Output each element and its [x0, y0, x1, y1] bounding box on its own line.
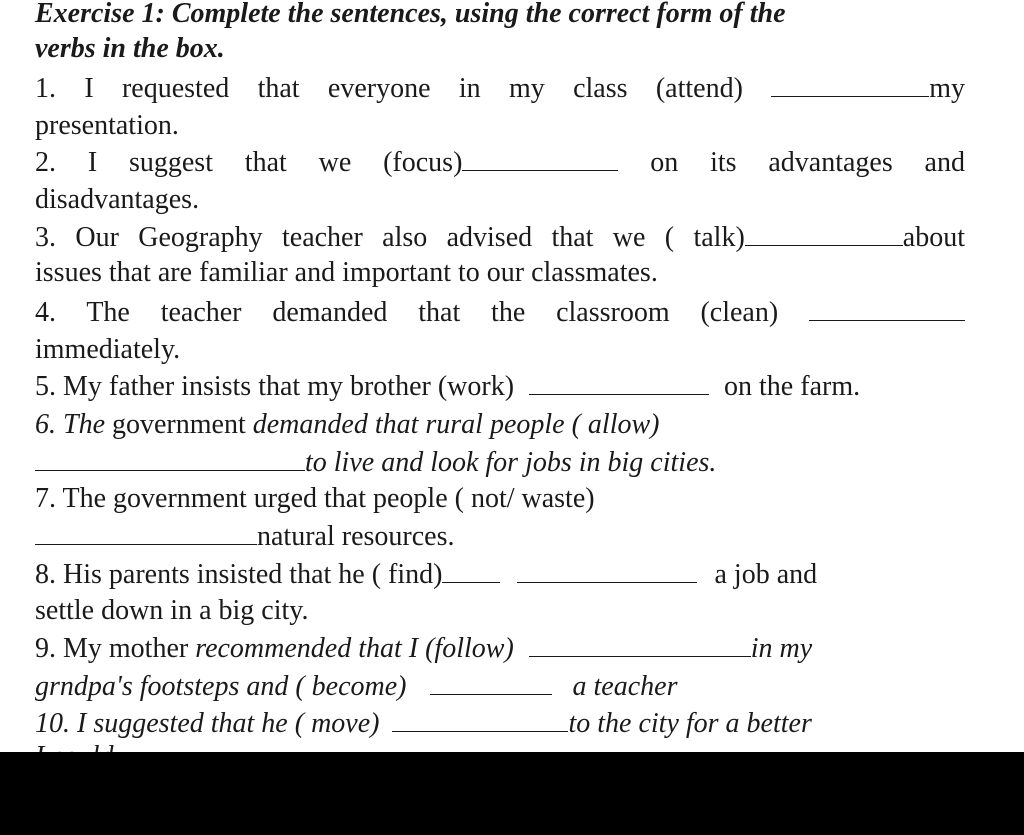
item-1-blank[interactable] [771, 74, 929, 97]
item-8-blank-a[interactable] [442, 560, 500, 583]
item-10-blank[interactable] [392, 709, 568, 732]
item-1-line-2: presentation. [35, 110, 179, 141]
item-10-line-1: 10. I suggested that he ( move) to the city for a better [35, 708, 812, 739]
black-band [0, 752, 1024, 835]
item-6-line-1: 6. The government demanded that rural people ( allow) [35, 409, 660, 440]
item-7-blank[interactable] [35, 522, 257, 545]
item-6-line-2: to live and look for jobs in big cities. [35, 446, 965, 480]
item-8-line-1: 8. His parents insisted that he ( find) a job and [35, 559, 818, 590]
item-3-blank[interactable] [745, 223, 903, 246]
item-8-blank-b[interactable] [517, 560, 697, 583]
item-3-line-1: 3. Our Geography teacher also advised that we ( talk) about [35, 222, 965, 253]
item-9-line-2: grndpa's footsteps and ( become) a teacher [35, 671, 678, 702]
item-2-blank[interactable] [462, 148, 618, 171]
item-7-line-2: natural resources. [35, 520, 965, 554]
item-4-blank[interactable] [809, 298, 965, 321]
item-2-line-1: 2. I suggest that we (focus) on its advantages and [35, 147, 965, 178]
item-9-line-1: 9. My mother recommended that I (follow) in my [35, 633, 813, 664]
exercise-title: Exercise 1: Complete the sentences, using the correct form of the verbs in the box. [35, 0, 786, 64]
item-1-line-1: 1. I requested that everyone in my class (attend) my [35, 73, 966, 104]
item-7-line-1: 7. The government urged that people ( not/ waste) [35, 483, 595, 514]
item-2-line-2: disadvantages. [35, 184, 200, 215]
item-4-line-1: 4. The teacher demanded that the classroom (clean) [35, 296, 965, 330]
item-5-line-1: 5. My father insists that my brother (work) on the farm. [35, 371, 861, 402]
item-8-line-2: settle down in a big city. [35, 595, 309, 626]
item-3-line-2: issues that are familiar and important to our classmates. [35, 257, 658, 288]
item-9-blank-a[interactable] [529, 634, 751, 657]
item-9-blank-b[interactable] [430, 672, 552, 695]
item-4-line-2: immediately. [35, 334, 181, 365]
item-5-blank[interactable] [529, 372, 709, 395]
item-6-blank[interactable] [35, 448, 305, 471]
